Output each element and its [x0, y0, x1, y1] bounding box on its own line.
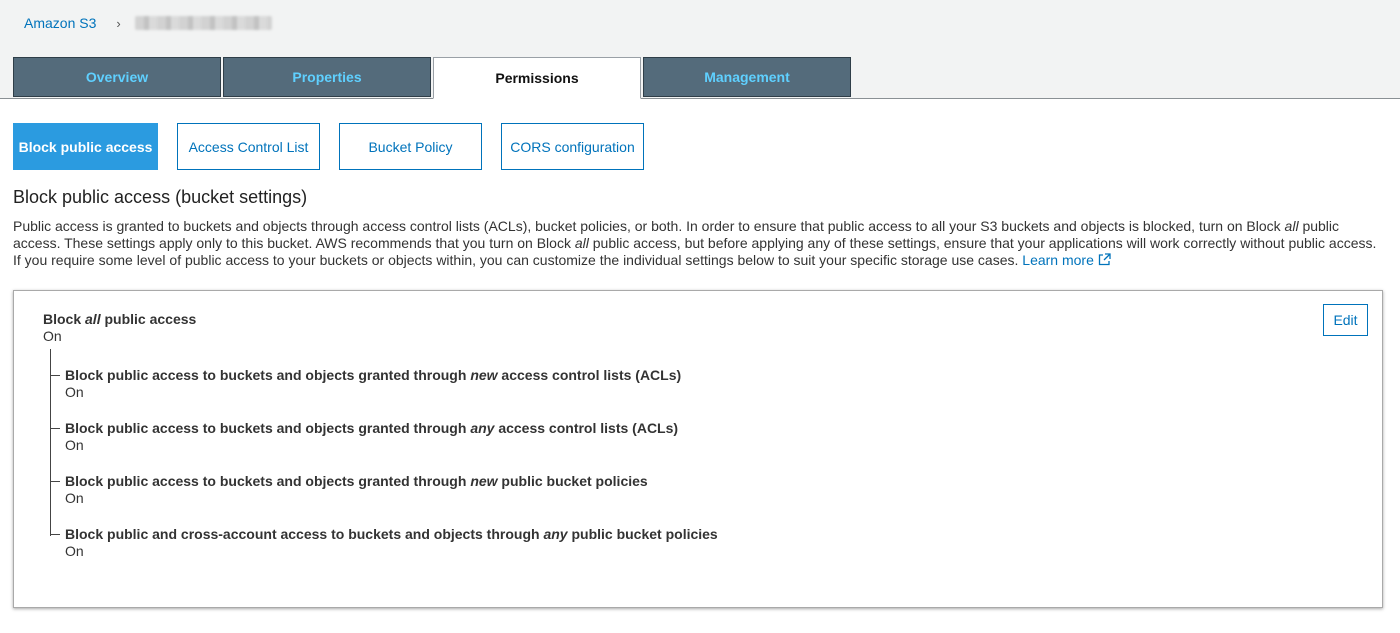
breadcrumb-bucket-name-redacted[interactable]: [135, 16, 272, 30]
setting-title-text: public bucket policies: [567, 526, 718, 542]
setting-title-emphasis: any: [543, 526, 568, 542]
setting-title-text: access control lists (ACLs): [494, 420, 679, 436]
external-link-icon[interactable]: [1098, 253, 1111, 266]
description-emphasis: all: [1284, 218, 1299, 234]
section-title: Block public access (bucket settings): [13, 187, 308, 207]
setting-title: [65, 367, 681, 384]
setting-title-text: Block public access to buckets and objects granted through: [65, 473, 471, 489]
setting-title-text: Block public access to buckets and objects granted through: [65, 367, 471, 383]
setting-value: On: [65, 437, 84, 453]
section-description: [13, 218, 1385, 269]
setting-title-emphasis: new: [470, 473, 498, 489]
setting-title: [65, 526, 718, 543]
setting-title-text: Block public access to buckets and objects granted through: [65, 420, 471, 436]
block-all-public-access-setting: [43, 311, 196, 345]
tab-divider: [0, 98, 1400, 99]
tab-overview[interactable]: Overview: [13, 57, 221, 97]
subtab-block-public-access[interactable]: Block public access: [13, 123, 158, 170]
chevron-right-icon: ›: [116, 15, 121, 31]
permissions-subtabs: [13, 123, 663, 170]
setting-title-text: Block public and cross-account access to buckets and objects through: [65, 526, 544, 542]
edit-button[interactable]: Edit: [1323, 304, 1368, 336]
tree-connector-line: [50, 349, 51, 536]
tab-permissions[interactable]: Permissions: [433, 57, 641, 99]
setting-title-text: Block: [43, 311, 86, 327]
setting-title: [65, 420, 678, 437]
setting-new-acls: [65, 367, 681, 401]
tree-connector-tick: [51, 534, 60, 535]
subtab-bucket-policy[interactable]: Bucket Policy: [339, 123, 482, 170]
description-text: public access, but before applying any of these settings, ensure that your applications will work correctly without public access. If you require some level of public access to your buckets or objects within, you can customize the individual settings below to suit your specific storage use cases.: [13, 235, 1377, 268]
setting-title: [43, 311, 196, 328]
main-tabs: [13, 57, 853, 99]
tab-management[interactable]: Management: [643, 57, 851, 97]
setting-value: On: [65, 543, 84, 559]
setting-value: On: [65, 490, 84, 506]
description-emphasis: all: [574, 235, 589, 251]
setting-title-emphasis: all: [85, 311, 101, 327]
setting-title-text: access control lists (ACLs): [497, 367, 682, 383]
setting-title-text: public bucket policies: [497, 473, 648, 489]
setting-title-emphasis: new: [470, 367, 498, 383]
breadcrumb: [24, 14, 272, 32]
setting-new-bucket-policies: [65, 473, 648, 507]
block-public-access-panel: [13, 290, 1383, 608]
description-text: public access. These settings apply only to this bucket. AWS recommends that you turn on Block: [13, 218, 1340, 251]
description-text: Public access is granted to buckets and objects through access control lists (ACLs), bucket policies, or both. In order to ensure that public access to all your S3 buckets and objects is blocked, turn on Block: [13, 218, 1285, 234]
subtab-access-control-list[interactable]: Access Control List: [177, 123, 320, 170]
tree-connector-tick: [51, 481, 60, 482]
setting-title: [65, 473, 648, 490]
tree-connector-tick: [51, 375, 60, 376]
setting-any-bucket-policies: [65, 526, 718, 560]
setting-value: On: [65, 384, 84, 400]
subtab-cors-configuration[interactable]: CORS configuration: [501, 123, 644, 170]
setting-title-text: public access: [100, 311, 197, 327]
tab-properties[interactable]: Properties: [223, 57, 431, 97]
setting-any-acls: [65, 420, 678, 454]
breadcrumb-amazon-s3-link[interactable]: Amazon S3: [24, 15, 97, 31]
learn-more-link[interactable]: Learn more: [1022, 252, 1094, 268]
setting-title-emphasis: any: [470, 420, 495, 436]
setting-value: On: [43, 328, 62, 344]
tree-connector-tick: [51, 428, 60, 429]
